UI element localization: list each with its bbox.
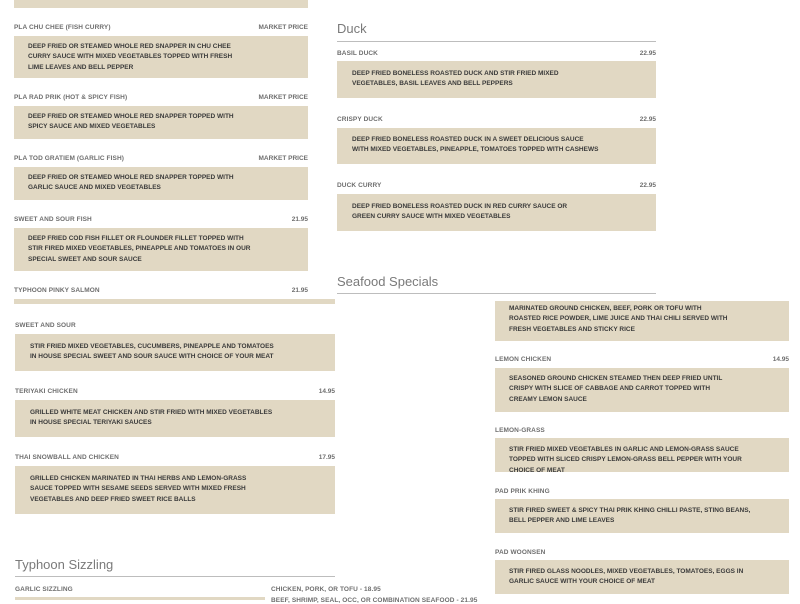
menu-item-price: 22.95 bbox=[639, 50, 656, 57]
menu-item-desc-box bbox=[15, 334, 335, 371]
menu-item-desc-box bbox=[14, 36, 308, 78]
section-title-duck: Duck bbox=[337, 21, 367, 36]
menu-item-price: MARKET PRICE bbox=[258, 94, 308, 101]
section-divider bbox=[337, 293, 656, 294]
menu-item-price: 14.95 bbox=[772, 356, 789, 363]
menu-item-price: 21.95 bbox=[291, 287, 308, 294]
menu-item-name: THAI SNOWBALL AND CHICKEN bbox=[15, 454, 119, 461]
menu-item-desc: STIR FIRED SWEET & SPICY THAI PRIK KHING CHILLI PASTE, STING BEANS, BELL PEPPER AND LIME LEAVES bbox=[509, 507, 751, 525]
section-divider bbox=[337, 41, 656, 42]
menu-item-desc-box bbox=[14, 228, 308, 271]
section-title-seafood: Seafood Specials bbox=[337, 274, 439, 289]
menu-item-price: 21.95 bbox=[291, 216, 308, 223]
menu-item-desc-box bbox=[337, 61, 656, 98]
menu-item-price: MARKET PRICE bbox=[258, 155, 308, 162]
menu-item-name: SWEET AND SOUR FISH bbox=[14, 216, 92, 223]
menu-item-name: PLA RAD PRIK (HOT & SPICY FISH) bbox=[14, 94, 128, 101]
menu-item-name: TYPHOON PINKY SALMON bbox=[14, 287, 100, 294]
menu-item-desc-box bbox=[495, 301, 789, 341]
menu-item-desc: DEEP FRIED BONELESS ROASTED DUCK IN A SWEET DELICIOUS SAUCE WITH MIXED VEGETABLES, PINEAPPLE, TOMATOES TOPPED WITH CASHEWS bbox=[352, 136, 599, 154]
menu-item-name: DUCK CURRY bbox=[337, 182, 382, 189]
menu-item-desc: DEEP FRIED COD FISH FILLET OR FLOUNDER FILLET TOPPED WITH STIR FIRED MIXED VEGETABLES, PINEAPPLE AND TOMATOES IN OUR SPECIAL SWEET AND SOUR SAUCE bbox=[28, 235, 251, 263]
menu-item-desc: SEASONED GROUND CHICKEN STEAMED THEN DEEP FRIED UNTIL CRISPY WITH SLICE OF CABBAGE AND CARROT TOPPED WITH CREAMY LEMON SAUCE bbox=[509, 375, 723, 403]
menu-item-price: 22.95 bbox=[639, 116, 656, 123]
menu-item-name: PLA TOD GRATIEM (GARLIC FISH) bbox=[14, 155, 125, 162]
menu-item-name: BASIL DUCK bbox=[337, 50, 378, 57]
menu-item-name: PAD PRIK KHING bbox=[495, 488, 550, 495]
menu-item-price: BEEF, SHRIMP, SEAL, OCC, OR COMBINATION SEAFOOD - 21.95 bbox=[271, 597, 478, 604]
menu-item-price: 14.95 bbox=[318, 388, 335, 395]
menu-item-name: CRISPY DUCK bbox=[337, 116, 383, 123]
menu-item-desc-box bbox=[15, 400, 335, 437]
menu-item-desc: STIR FIRED GLASS NOODLES, MIXED VEGETABLES, TOMATOES, EGGS IN GARLIC SAUCE WITH YOUR CHOICE OF MEAT bbox=[509, 568, 744, 586]
menu-item-desc-box bbox=[495, 499, 789, 533]
section-title-sizzling: Typhoon Sizzling bbox=[15, 557, 114, 572]
menu-item-desc: DEEP FRIED BONELESS ROASTED DUCK AND STIR FRIED MIXED VEGETABLES, BASIL LEAVES AND BELL PEPPERS bbox=[352, 70, 559, 88]
menu-item-desc-box bbox=[14, 299, 335, 304]
menu-item-price: 22.95 bbox=[639, 182, 656, 189]
menu-item-name: PLA CHU CHEE (FISH CURRY) bbox=[14, 24, 111, 31]
section-divider bbox=[15, 576, 335, 577]
menu-item-desc-box bbox=[14, 167, 308, 200]
menu-item-name: SWEET AND SOUR bbox=[15, 322, 76, 329]
menu-item-desc: GRILLED WHITE MEAT CHICKEN AND STIR FRIED WITH MIXED VEGETABLES IN HOUSE SPECIAL TERIYAKI SAUCES bbox=[30, 409, 273, 427]
menu-item-name: LEMON-GRASS bbox=[495, 427, 545, 434]
menu-item-desc-box bbox=[495, 560, 789, 594]
menu-item-desc-box bbox=[337, 194, 656, 231]
menu-item-desc-box bbox=[495, 368, 789, 412]
menu-item-desc-box bbox=[495, 438, 789, 472]
menu-item-price: MARKET PRICE bbox=[258, 24, 308, 31]
menu-item-price: 17.95 bbox=[318, 454, 335, 461]
menu-item-desc: DEEP FRIED OR STEAMED WHOLE RED SNAPPER TOPPED WITH GARLIC SAUCE AND MIXED VEGETABLES bbox=[28, 174, 234, 192]
menu-item-desc-box bbox=[14, 0, 308, 8]
menu-item-name: LEMON CHICKEN bbox=[495, 356, 552, 363]
menu-item-name: TERIYAKI CHICKEN bbox=[15, 388, 78, 395]
menu-item-desc-box bbox=[14, 106, 308, 139]
menu-item-desc: DEEP FRIED OR STEAMED WHOLE RED SNAPPER IN CHU CHEE CURRY SAUCE WITH MIXED VEGETABLES TOPPED WITH FRESH LIME LEAVES AND BELL PEPPER bbox=[28, 43, 233, 71]
menu-item-price: CHICKEN, PORK, OR TOFU - 18.95 bbox=[271, 586, 381, 593]
menu-item-name: PAD WOONSEN bbox=[495, 549, 546, 556]
menu-item-desc: STIR FRIED MIXED VEGETABLES IN GARLIC AND LEMON-GRASS SAUCE TOPPED WITH SLICED CRISPY LEMON-GRASS BELL PEPPER WITH YOUR CHOICE OF MEAT bbox=[509, 446, 742, 474]
menu-item-desc-box bbox=[337, 128, 656, 164]
menu-item-desc-box bbox=[15, 466, 335, 514]
menu-item-desc: DEEP FRIED BONELESS ROASTED DUCK IN RED CURRY SAUCE OR GREEN CURRY SAUCE WITH MIXED VEGETABLES bbox=[352, 203, 568, 221]
menu-item-desc: STIR FRIED MIXED VEGETABLES, CUCUMBERS, PINEAPPLE AND TOMATOES IN HOUSE SPECIAL SWEET AND SOUR SAUCE WITH CHOICE OF YOUR MEAT bbox=[30, 343, 274, 361]
menu-item-desc: GRILLED CHICKEN MARINATED IN THAI HERBS AND LEMON-GRASS SAUCE TOPPED WITH SESAME SEEDS SERVED WITH MIXED FRESH VEGETABLES AND DEEP FRIED SWEET RICE BALLS bbox=[30, 475, 247, 503]
menu-item-desc: DEEP FRIED OR STEAMED WHOLE RED SNAPPER TOPPED WITH SPICY SAUCE AND MIXED VEGETABLES bbox=[28, 113, 234, 131]
menu-item-desc: MARINATED GROUND CHICKEN, BEEF, PORK OR TOFU WITH ROASTED RICE POWDER, LIME JUICE AND THAI CHILI SERVED WITH FRESH VEGETABLES AND STICKY RICE bbox=[509, 305, 728, 333]
menu-item-name: GARLIC SIZZLING bbox=[15, 586, 73, 593]
